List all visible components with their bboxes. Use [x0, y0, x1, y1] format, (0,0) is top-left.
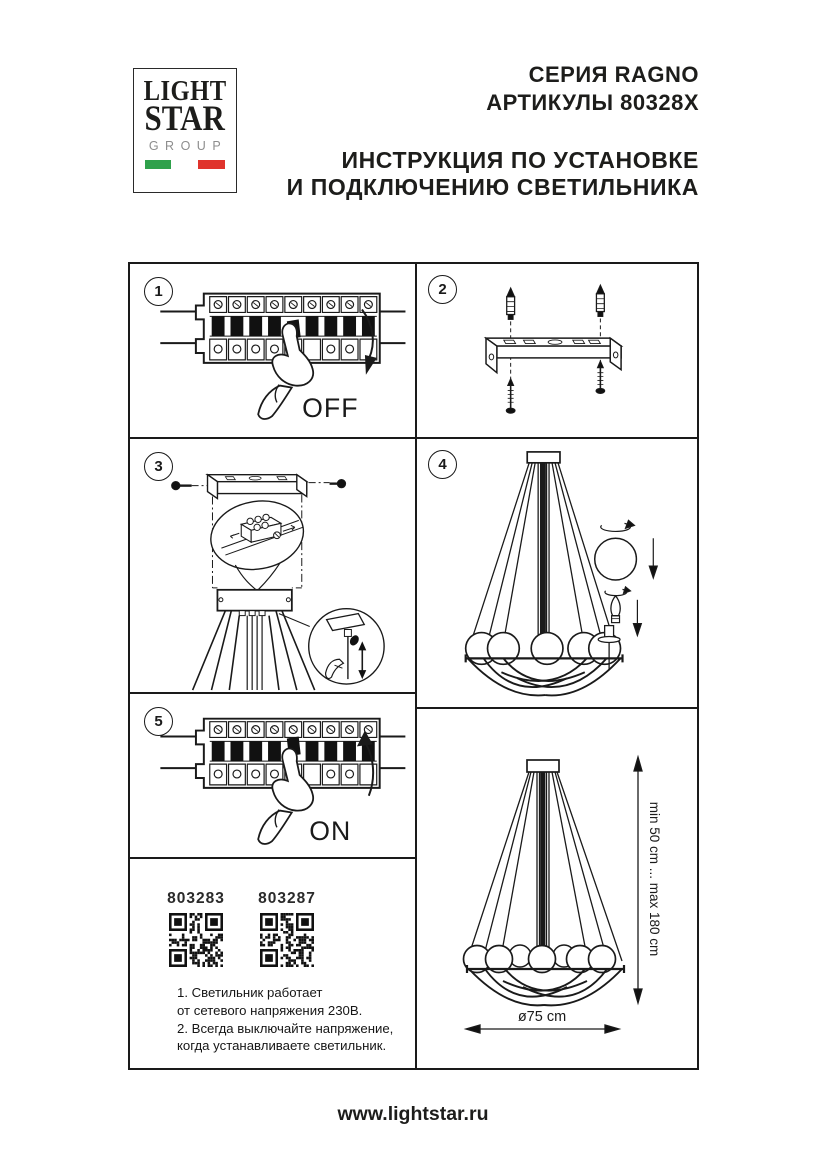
flag-green-stripe	[145, 160, 172, 169]
step-number-badge: 1	[144, 277, 173, 306]
note-line: когда устанавливаете светильник.	[177, 1038, 387, 1054]
instruction-grid	[128, 262, 699, 1070]
chandelier-assembly-illustration	[417, 439, 697, 707]
logo-word-star: STAR	[144, 98, 226, 138]
logo-word-group: GROUP	[148, 139, 228, 153]
article-number: 803287	[258, 890, 316, 907]
step-5-panel	[130, 694, 417, 859]
flag-red-stripe	[198, 160, 225, 169]
diameter-label: ø75 cm	[517, 1009, 567, 1025]
instruction-title-line2: И ПОДКЛЮЧЕНИЮ СВЕТИЛЬНИКА	[286, 174, 699, 200]
arrow-down-icon	[649, 566, 657, 578]
articles-title: АРТИКУЛЫ 80328X	[486, 90, 699, 115]
logo-word-light: LIGHT	[143, 76, 227, 107]
arrow-down-icon	[633, 624, 641, 636]
step-2-panel	[417, 264, 697, 439]
chandelier-dimensions-illustration	[417, 709, 697, 1068]
step-number-badge: 4	[428, 450, 457, 479]
dimensions-panel	[417, 709, 697, 1068]
note-line: 1. Светильник работает	[177, 985, 323, 1000]
italian-flag-icon	[144, 159, 226, 170]
article-number: 803283	[167, 890, 225, 907]
arrow-left-icon	[466, 1025, 480, 1033]
step-number-badge: 5	[144, 707, 173, 736]
note-line: 2. Всегда выключайте напряжение,	[177, 1020, 394, 1036]
website-url: www.lightstar.ru	[337, 1103, 489, 1125]
arrow-right-icon	[605, 1025, 619, 1033]
canopy-wiring-illustration	[130, 439, 415, 692]
note-line: от сетевого напряжения 230В.	[177, 1002, 363, 1018]
height-range-label: min 50 cm ... max 180 cm	[647, 801, 662, 957]
instruction-title-line1: ИНСТРУКЦИЯ ПО УСТАНОВКЕ	[341, 147, 699, 173]
series-title: СЕРИЯ RAGNO	[528, 62, 699, 87]
off-label: OFF	[302, 393, 359, 424]
safety-notes	[177, 984, 393, 1055]
bracket-hardware-illustration	[417, 264, 697, 437]
arrow-down-icon	[634, 989, 642, 1003]
rotate-arrow-icon	[625, 520, 634, 528]
step-1-panel	[130, 264, 417, 439]
qr-code	[260, 913, 314, 967]
document-header	[287, 60, 699, 201]
product-codes-panel	[130, 859, 417, 1068]
flag-white-stripe	[172, 160, 199, 169]
step-number-badge: 3	[144, 452, 173, 481]
lightstar-logo	[133, 68, 237, 193]
arrow-up-icon	[634, 757, 642, 771]
on-label: ON	[309, 816, 352, 847]
arrow-down-icon	[365, 355, 377, 375]
step-number-badge: 2	[428, 275, 457, 304]
step-3-panel	[130, 439, 417, 694]
qr-code	[169, 913, 223, 967]
step-4-panel	[417, 439, 697, 709]
